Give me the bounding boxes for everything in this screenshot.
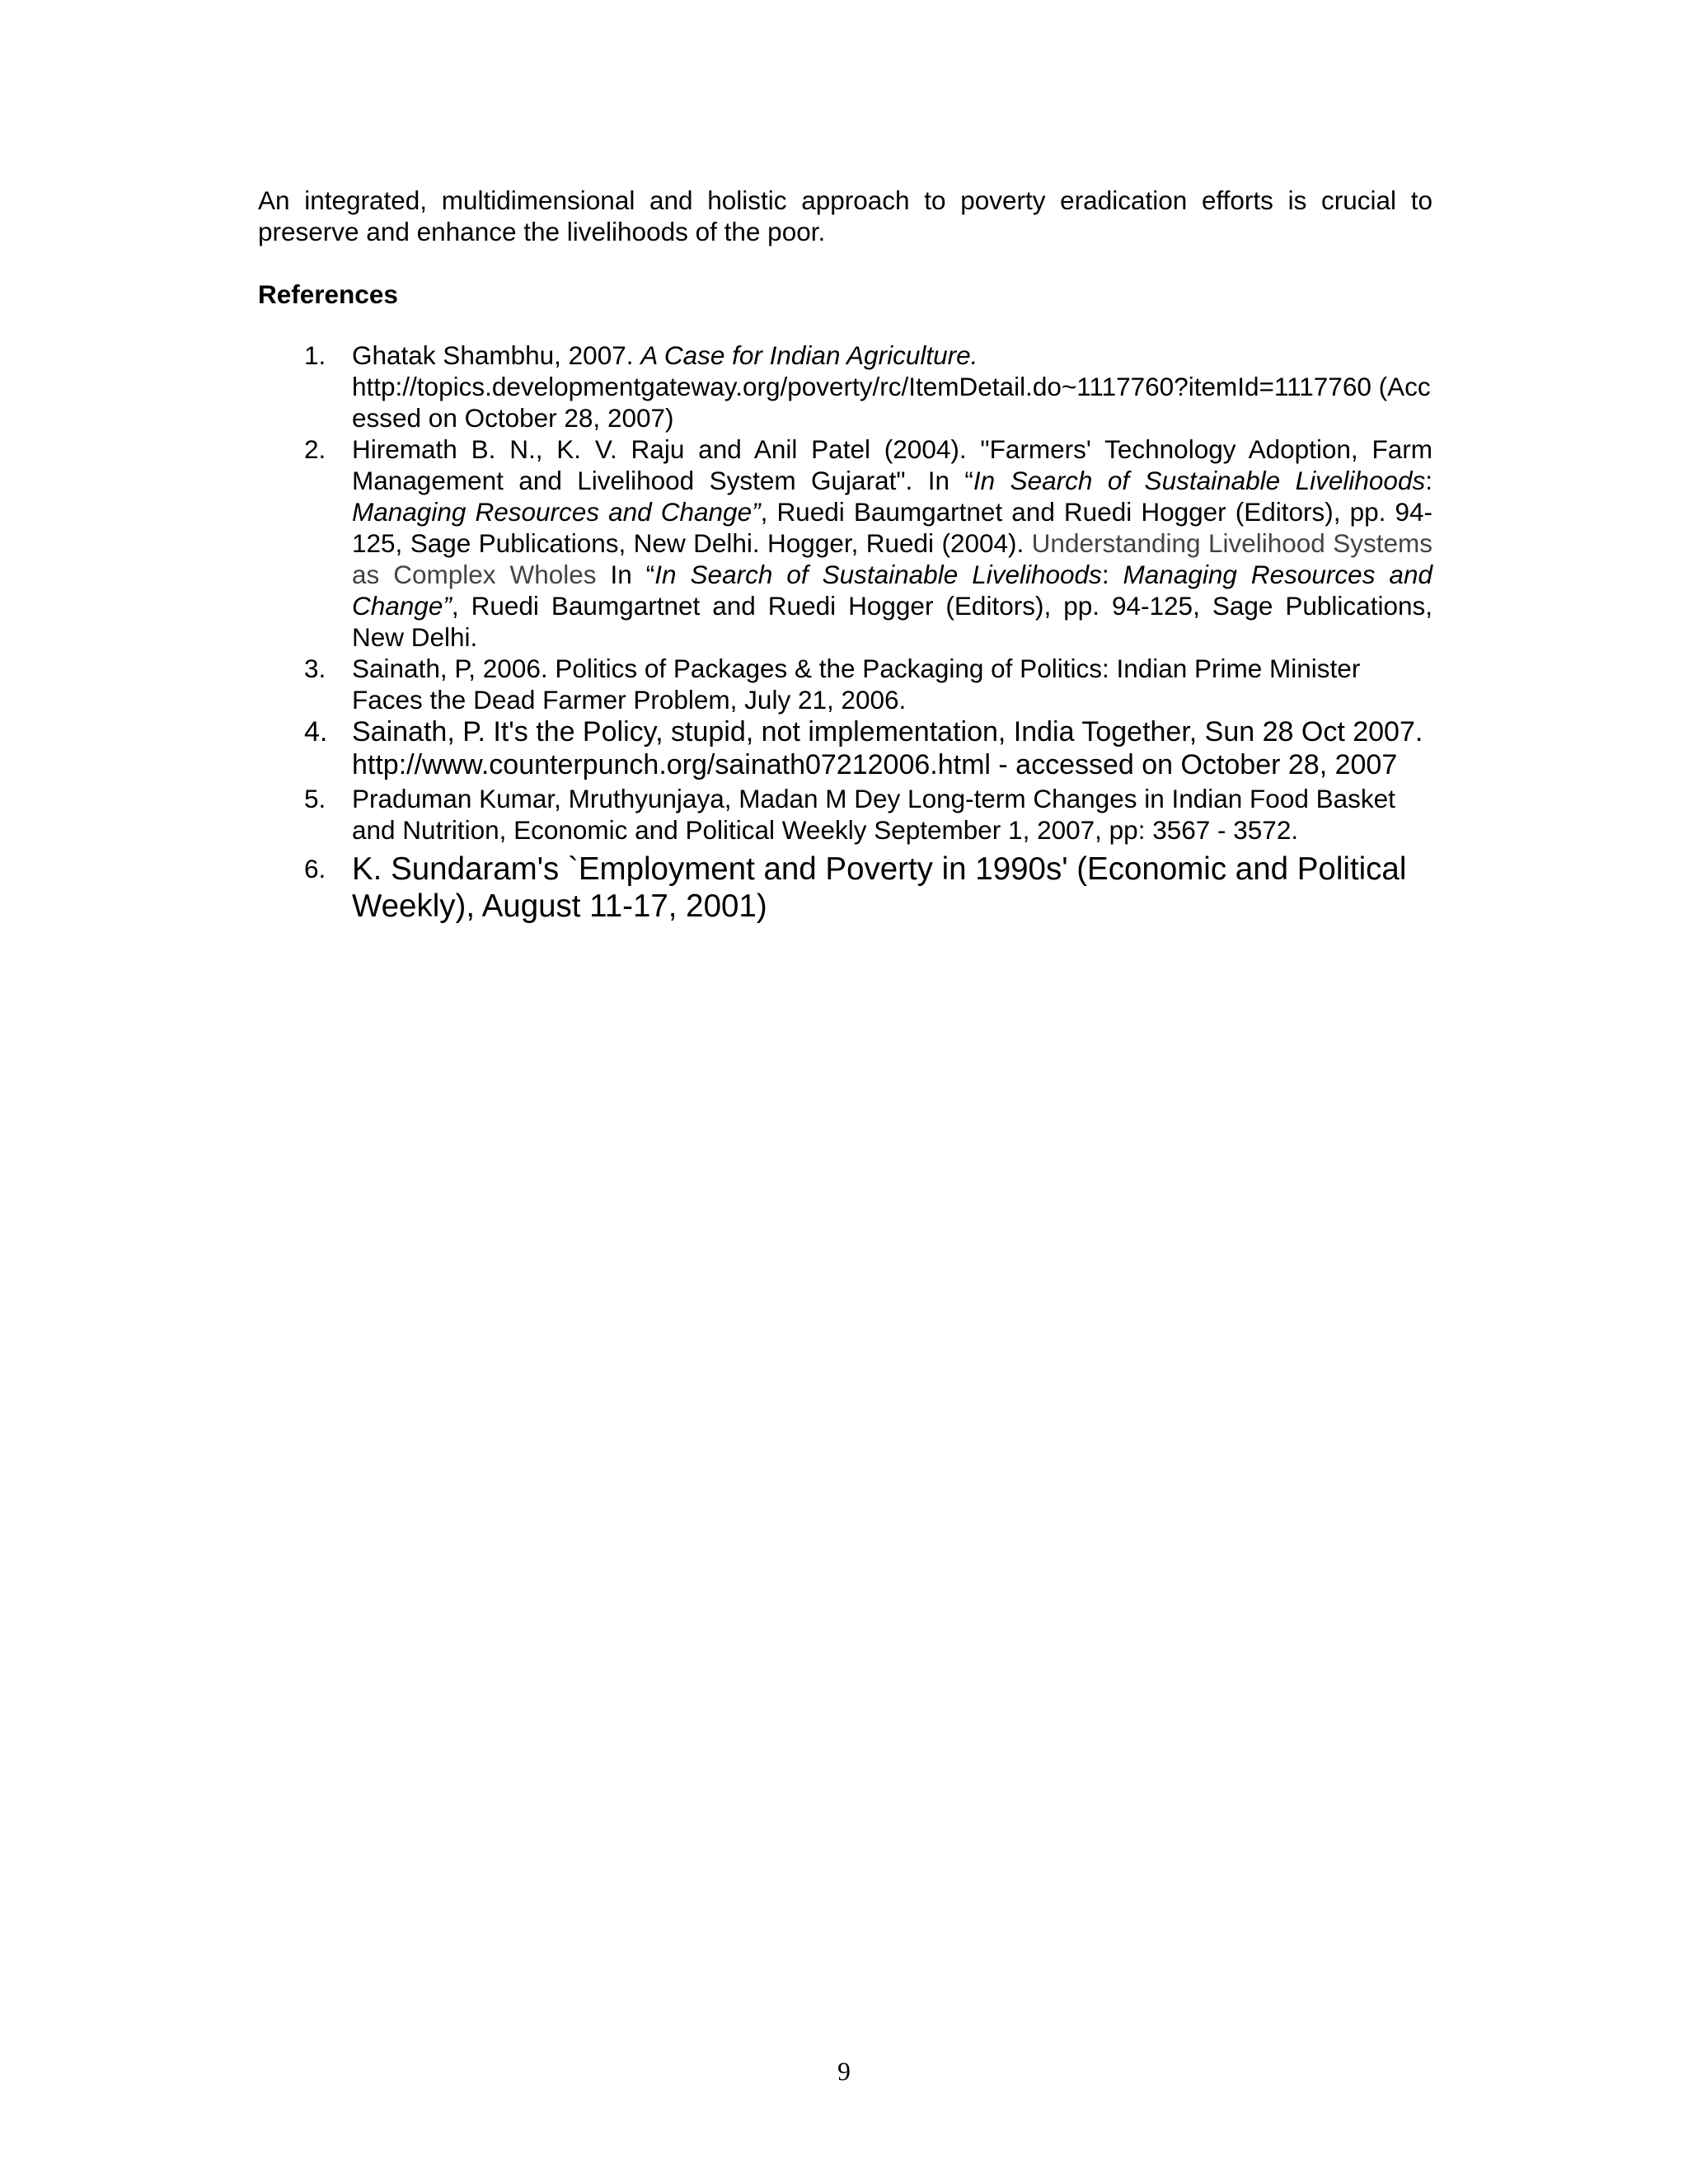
reference-text: K. Sundaram's `Employment and Poverty in 1990s' (Economic and Political Weekly), August 11-17, 2001) <box>352 851 1407 924</box>
reference-item-2 <box>258 434 1432 653</box>
reference-item-6 <box>258 851 1432 925</box>
reference-text <box>352 340 1432 371</box>
reference-text: Sainath, P. It's the Policy, stupid, not implementation, India Together, Sun 28 Oct 2007. http://www.counterpunch.org/sainath07212006.html - accessed on October 28, 2007 <box>352 716 1423 780</box>
reference-url: http://topics.developmentgateway.org/poverty/rc/ItemDetail.do~1117760?itemId=1117760 (Accessed on October 28, 2007) <box>352 372 1431 433</box>
reference-text: Praduman Kumar, Mruthyunjaya, Madan M Dey Long-term Changes in Indian Food Basket and Nutrition, Economic and Political Weekly September 1, 2007, pp: 3567 - 3572. <box>352 784 1395 845</box>
reference-number: 4. <box>304 716 328 748</box>
reference-book-subtitle: Managing Resources and Change” <box>352 497 761 527</box>
references-list <box>258 340 1432 925</box>
reference-item-5 <box>258 783 1432 846</box>
reference-author: Ghatak Shambhu, 2007. <box>352 340 641 370</box>
reference-separator: : <box>1101 560 1123 589</box>
page-number: 9 <box>837 2057 851 2086</box>
reference-chapter-title: Understanding Livelihood Systems as Complex Wholes <box>352 528 1432 589</box>
page-content <box>258 185 1432 925</box>
reference-number: 1. <box>304 340 326 370</box>
reference-item-3 <box>258 653 1432 715</box>
reference-number: 6. <box>304 854 326 883</box>
reference-book-title: In Search of Sustainable Livelihoods <box>973 466 1426 495</box>
reference-book-title: In Search of Sustainable Livelihoods <box>654 560 1102 589</box>
reference-text-part: , Ruedi Baumgartnet and Ruedi Hogger (Editors), pp. 94-125, Sage Publications, New Delhi. <box>352 591 1432 652</box>
reference-text-part: In “ <box>596 560 655 589</box>
reference-number: 2. <box>304 434 326 464</box>
reference-number: 5. <box>304 784 326 813</box>
reference-item-4 <box>258 715 1432 781</box>
reference-text <box>352 434 1432 653</box>
reference-number: 3. <box>304 654 326 683</box>
reference-item-1 <box>258 340 1432 434</box>
references-heading: References <box>258 279 398 309</box>
intro-paragraph: An integrated, multidimensional and holistic approach to poverty eradication efforts is crucial to preserve and enhance the livelihoods of the poor. <box>258 185 1432 246</box>
reference-separator: : <box>1425 466 1432 495</box>
reference-text-part: Hiremath B. N., K. V. Raju and Anil Patel (2004). "Farmers' Technology Adoption, Farm Management and Livelihood System Gujarat". In “ <box>352 434 1432 495</box>
reference-title: A Case for Indian Agriculture. <box>640 340 978 370</box>
reference-book-subtitle: Managing Resources and Change” <box>352 560 1432 621</box>
reference-text-part: , Ruedi Baumgartnet and Ruedi Hogger (Editors), pp. 94-125, Sage Publications, New Delhi. Hogger, Ruedi (2004). <box>352 497 1433 558</box>
reference-text: Sainath, P, 2006. Politics of Packages & the Packaging of Politics: Indian Prime Minister Faces the Dead Farmer Problem, July 21, 2006. <box>352 654 1361 715</box>
